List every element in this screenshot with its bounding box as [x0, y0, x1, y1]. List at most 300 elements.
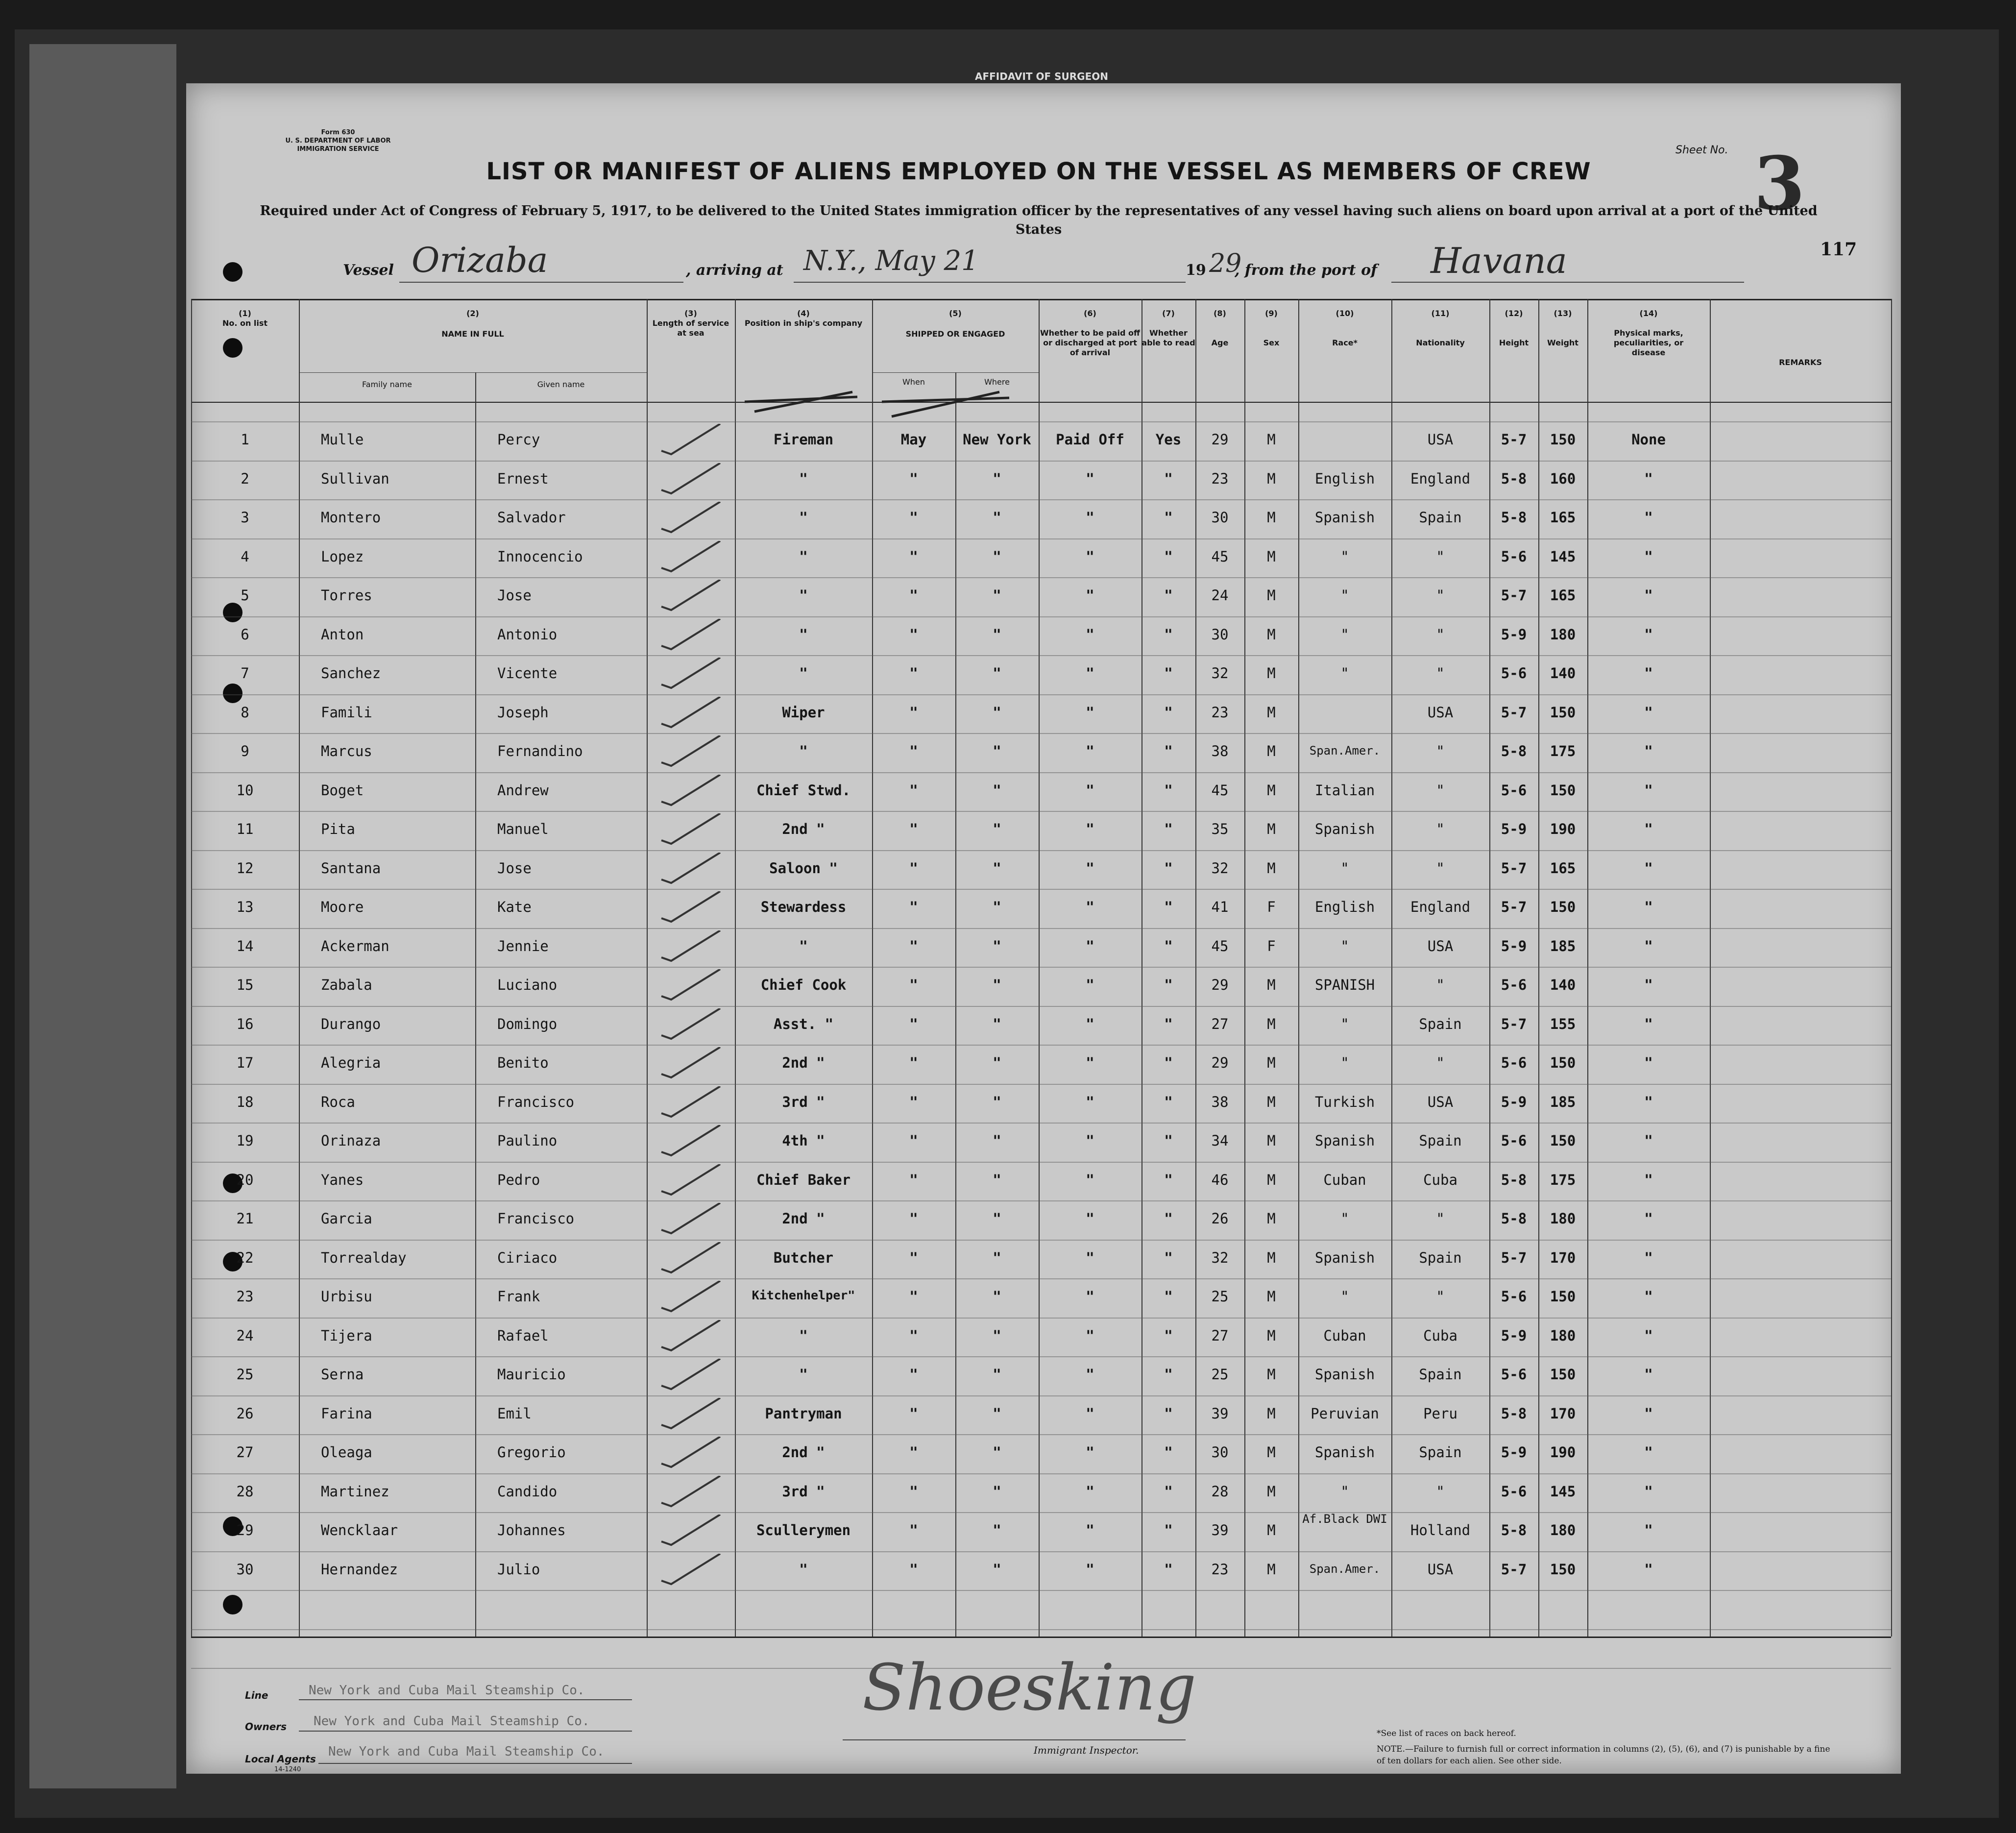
cell-given-name: Andrew — [497, 782, 549, 799]
service-check-mark — [652, 1164, 730, 1198]
cell-race: Peruvian — [1311, 1405, 1379, 1422]
cell-shipped-when: " — [909, 1483, 918, 1500]
cell-given-name: Pedro — [497, 1172, 540, 1188]
row-rule — [191, 1123, 1891, 1124]
cell-given-name: Vicente — [497, 665, 558, 682]
cell-nationality: " — [1436, 1483, 1445, 1500]
service-check-mark — [652, 1047, 730, 1081]
table-row — [191, 1512, 1891, 1546]
cell-sex: M — [1267, 1249, 1276, 1266]
cell-age: 27 — [1211, 1016, 1229, 1032]
cell-given-name: Jose — [497, 587, 532, 604]
page-number: 117 — [1820, 239, 1857, 260]
cell-physical-marks: " — [1644, 1172, 1653, 1188]
cell-paid-off: " — [1086, 1366, 1094, 1383]
cell-given-name: Gregorio — [497, 1444, 566, 1461]
cell-weight: 170 — [1550, 1249, 1576, 1266]
local-agents-value: New York and Cuba Mail Steamship Co. — [328, 1744, 605, 1759]
cell-given-name: Kate — [497, 899, 532, 915]
cell-position: Chief Cook — [760, 977, 847, 993]
cell-sex: M — [1267, 1094, 1276, 1110]
cell-paid-off: " — [1086, 1405, 1094, 1422]
row-rule — [191, 928, 1891, 929]
inspector-signature: Shoesking — [862, 1650, 1196, 1725]
cell-given-name: Benito — [497, 1054, 549, 1071]
cell-weight: 160 — [1550, 470, 1576, 487]
service-check-mark — [652, 1437, 730, 1471]
from-port-underline — [1391, 282, 1744, 283]
cell-shipped-when: " — [909, 1132, 918, 1149]
cell-shipped-when: " — [909, 782, 918, 799]
cell-shipped-when: " — [909, 977, 918, 993]
cell-weight: 150 — [1550, 1561, 1576, 1578]
cell-given-name: Rafael — [497, 1327, 549, 1344]
col-4-number: (4) — [797, 309, 810, 318]
ledger-binding — [29, 44, 176, 1788]
cell-position: Chief Baker — [756, 1172, 851, 1188]
col-5-number: (5) — [949, 309, 962, 318]
row-rule — [191, 1395, 1891, 1396]
cell-paid-off: " — [1086, 470, 1094, 487]
cell-shipped-where: " — [993, 860, 1001, 877]
cell-family-name: Montero — [321, 509, 381, 526]
cell-age: 23 — [1211, 704, 1229, 721]
cell-position: " — [799, 665, 808, 682]
cell-family-name: Durango — [321, 1016, 381, 1032]
table-row — [191, 582, 1891, 611]
cell-shipped-when: " — [909, 1094, 918, 1110]
cell-weight: 150 — [1550, 1366, 1576, 1383]
cell-paid-off: " — [1086, 1210, 1094, 1227]
cell-race: English — [1314, 470, 1375, 487]
arriving-underline — [794, 282, 1186, 283]
col-7-number: (7) — [1162, 309, 1175, 318]
cell-weight: 140 — [1550, 977, 1576, 993]
cell-position: " — [799, 548, 808, 565]
service-check-mark — [652, 1398, 730, 1432]
col-11-label: Nationality — [1416, 338, 1465, 347]
cell-shipped-where: " — [993, 548, 1001, 565]
from-port-value: Havana — [1431, 240, 1567, 281]
table-row — [191, 426, 1891, 456]
cell-given-name: Francisco — [497, 1094, 575, 1110]
owners-underline — [299, 1731, 632, 1732]
cell-age: 25 — [1211, 1366, 1229, 1383]
cell-row-number: 18 — [236, 1094, 254, 1110]
cell-weight: 190 — [1550, 821, 1576, 837]
cell-row-number: 30 — [236, 1561, 254, 1578]
from-port-label: , from the port of — [1235, 262, 1378, 279]
cell-sex: M — [1267, 977, 1276, 993]
cell-weight: 170 — [1550, 1405, 1576, 1422]
cell-age: 30 — [1211, 509, 1229, 526]
cell-shipped-where: " — [993, 1249, 1001, 1266]
cell-weight: 140 — [1550, 665, 1576, 682]
table-row — [191, 1400, 1891, 1430]
cell-able-to-read: " — [1164, 1483, 1173, 1500]
cell-family-name: Sanchez — [321, 665, 381, 682]
cell-able-to-read: " — [1164, 1016, 1173, 1032]
row-rule — [191, 1590, 1891, 1591]
cell-weight: 150 — [1550, 431, 1576, 448]
cell-position: " — [799, 626, 808, 643]
col-14-label: Physical marks, peculiarities, or disease — [1613, 328, 1684, 357]
row-rule — [191, 1162, 1891, 1163]
cell-paid-off: " — [1086, 1327, 1094, 1344]
cell-age: 30 — [1211, 626, 1229, 643]
cell-age: 32 — [1211, 860, 1229, 877]
cell-able-to-read: " — [1164, 938, 1173, 954]
cell-shipped-when: " — [909, 665, 918, 682]
cell-age: 27 — [1211, 1327, 1229, 1344]
cell-paid-off: " — [1086, 548, 1094, 565]
cell-age: 34 — [1211, 1132, 1229, 1149]
cell-shipped-when: May — [900, 431, 927, 448]
cell-row-number: 28 — [236, 1483, 254, 1500]
cell-family-name: Santana — [321, 860, 381, 877]
cell-weight: 165 — [1550, 587, 1576, 604]
cell-nationality: " — [1436, 1054, 1445, 1071]
cell-weight: 175 — [1550, 743, 1576, 759]
cell-row-number: 15 — [236, 977, 254, 993]
cell-shipped-when: " — [909, 1288, 918, 1305]
cell-paid-off: " — [1086, 1054, 1094, 1071]
cell-physical-marks: " — [1644, 860, 1653, 877]
cell-age: 23 — [1211, 470, 1229, 487]
cell-given-name: Candido — [497, 1483, 558, 1500]
cell-position: Pantryman — [765, 1405, 842, 1422]
cell-weight: 165 — [1550, 860, 1576, 877]
table-row — [191, 777, 1891, 807]
cell-family-name: Boget — [321, 782, 364, 799]
table-row — [191, 543, 1891, 573]
service-check-mark — [652, 463, 730, 497]
cell-shipped-where: " — [993, 1094, 1001, 1110]
service-check-mark — [652, 813, 730, 848]
cell-shipped-when: " — [909, 704, 918, 721]
col-10-label: Race* — [1332, 338, 1358, 347]
row-rule — [191, 1318, 1891, 1319]
row-rule — [191, 850, 1891, 851]
fine-note: NOTE.—Failure to furnish full or correct information in columns (2), (5), (6), and (7) is punishable by a fine of ten dollars for each alien. See other side. — [1377, 1744, 1830, 1766]
cell-sex: M — [1267, 1172, 1276, 1188]
cell-sex: M — [1267, 1132, 1276, 1149]
arriving-value: N.Y., May 21 — [803, 245, 979, 277]
cell-given-name: Manuel — [497, 821, 549, 837]
cell-paid-off: " — [1086, 1483, 1094, 1500]
cell-height: 5-7 — [1501, 860, 1527, 877]
cell-row-number: 1 — [241, 431, 249, 448]
sheet-number: 3 — [1754, 141, 1805, 227]
cell-sex: M — [1267, 860, 1276, 877]
cell-nationality: " — [1436, 626, 1445, 643]
agents-underline — [318, 1763, 632, 1764]
cell-given-name: Ciriaco — [497, 1249, 558, 1266]
cell-height: 5-7 — [1501, 704, 1527, 721]
service-check-mark — [652, 853, 730, 887]
cell-position: 3rd " — [782, 1483, 825, 1500]
cell-race: " — [1340, 548, 1349, 565]
line-value: New York and Cuba Mail Steamship Co. — [309, 1683, 585, 1698]
cell-race: " — [1340, 1054, 1349, 1071]
cell-position: 2nd " — [782, 821, 825, 837]
cell-race: Turkish — [1314, 1094, 1375, 1110]
service-check-mark — [652, 1554, 730, 1588]
form-code: 14-1240 — [274, 1766, 301, 1773]
cell-sex: M — [1267, 587, 1276, 604]
cell-height: 5-6 — [1501, 1132, 1527, 1149]
cell-age: 29 — [1211, 431, 1229, 448]
cell-shipped-when: " — [909, 1522, 918, 1539]
cell-able-to-read: " — [1164, 1249, 1173, 1266]
cell-physical-marks: " — [1644, 548, 1653, 565]
row-rule — [191, 1278, 1891, 1279]
cell-row-number: 19 — [236, 1132, 254, 1149]
cell-able-to-read: " — [1164, 626, 1173, 643]
table-row — [191, 465, 1891, 495]
line-underline — [299, 1699, 632, 1700]
cell-weight: 155 — [1550, 1016, 1576, 1032]
cell-race: SPANISH — [1314, 977, 1375, 993]
cell-given-name: Jennie — [497, 938, 549, 954]
col-9-label: Sex — [1263, 338, 1280, 347]
cell-family-name: Lopez — [321, 548, 364, 565]
cell-nationality: Cuba — [1423, 1327, 1457, 1344]
cell-height: 5-8 — [1501, 1522, 1527, 1539]
cell-able-to-read: " — [1164, 665, 1173, 682]
cell-given-name: Julio — [497, 1561, 540, 1578]
col-4-label: Position in ship's company — [744, 318, 863, 328]
cell-able-to-read: " — [1164, 782, 1173, 799]
cell-nationality: Cuba — [1423, 1172, 1457, 1188]
cell-paid-off: " — [1086, 1016, 1094, 1032]
cell-nationality: Spain — [1419, 1249, 1462, 1266]
strike-marks — [735, 382, 1039, 421]
cell-row-number: 14 — [236, 938, 254, 954]
cell-physical-marks: " — [1644, 1366, 1653, 1383]
service-check-mark — [652, 1320, 730, 1354]
cell-height: 5-9 — [1501, 1094, 1527, 1110]
cell-shipped-where: " — [993, 743, 1001, 759]
cell-able-to-read: " — [1164, 1132, 1173, 1149]
cell-race: " — [1340, 860, 1349, 877]
cell-able-to-read: " — [1164, 1561, 1173, 1578]
cell-height: 5-8 — [1501, 1210, 1527, 1227]
cell-physical-marks: " — [1644, 743, 1653, 759]
cell-shipped-where: " — [993, 1132, 1001, 1149]
row-rule — [191, 811, 1891, 812]
cell-able-to-read: " — [1164, 1172, 1173, 1188]
cell-position: 2nd " — [782, 1444, 825, 1461]
cell-height: 5-6 — [1501, 1054, 1527, 1071]
cell-position: " — [799, 1327, 808, 1344]
cell-physical-marks: None — [1631, 431, 1666, 448]
cell-height: 5-9 — [1501, 821, 1527, 837]
cell-race: Span.Amer. — [1309, 1562, 1381, 1576]
cell-given-name: Percy — [497, 431, 540, 448]
cell-physical-marks: " — [1644, 1288, 1653, 1305]
cell-row-number: 3 — [241, 509, 249, 526]
cell-nationality: Spain — [1419, 509, 1462, 526]
row-rule — [191, 733, 1891, 734]
cell-age: 45 — [1211, 938, 1229, 954]
cell-nationality: " — [1436, 743, 1445, 759]
cell-physical-marks: " — [1644, 1132, 1653, 1149]
cell-sex: M — [1267, 665, 1276, 682]
cell-sex: M — [1267, 548, 1276, 565]
cell-given-name: Joseph — [497, 704, 549, 721]
cell-position: Fireman — [773, 431, 834, 448]
arriving-label: , arriving at — [686, 262, 783, 279]
cell-age: 23 — [1211, 1561, 1229, 1578]
cell-paid-off: " — [1086, 1288, 1094, 1305]
table-row — [191, 1283, 1891, 1313]
row-rule — [191, 1629, 1891, 1630]
cell-race: Cuban — [1323, 1327, 1366, 1344]
cell-given-name: Johannes — [497, 1522, 566, 1539]
inspector-label: Immigrant Inspector. — [1034, 1744, 1139, 1756]
cell-shipped-where: " — [993, 1561, 1001, 1578]
cell-family-name: Mulle — [321, 431, 364, 448]
col-2-label: NAME IN FULL — [441, 329, 504, 339]
service-check-mark — [652, 541, 730, 575]
service-check-mark — [652, 1281, 730, 1315]
service-check-mark — [652, 1476, 730, 1510]
col-12-label: Height — [1499, 338, 1529, 347]
cell-position: 2nd " — [782, 1210, 825, 1227]
row-rule — [191, 1434, 1891, 1435]
cell-row-number: 27 — [236, 1444, 254, 1461]
cell-nationality: " — [1436, 1288, 1445, 1305]
table-row — [191, 1089, 1891, 1118]
cell-nationality: " — [1436, 821, 1445, 837]
cell-physical-marks: " — [1644, 1249, 1653, 1266]
col-7-label: Whether able to read — [1142, 328, 1195, 347]
cell-physical-marks: " — [1644, 704, 1653, 721]
cell-shipped-where: " — [993, 1054, 1001, 1071]
cell-row-number: 23 — [236, 1288, 254, 1305]
cell-height: 5-6 — [1501, 1483, 1527, 1500]
cell-row-number: 13 — [236, 899, 254, 915]
cell-age: 41 — [1211, 899, 1229, 915]
cell-sex: M — [1267, 626, 1276, 643]
row-rule — [191, 577, 1891, 578]
cell-sex: M — [1267, 509, 1276, 526]
cell-nationality: USA — [1427, 1561, 1454, 1578]
cell-able-to-read: " — [1164, 1288, 1173, 1305]
cell-race: " — [1340, 1483, 1349, 1500]
vessel-underline — [399, 282, 683, 283]
cell-paid-off: " — [1086, 1172, 1094, 1188]
cell-shipped-where: " — [993, 665, 1001, 682]
cell-position: Stewardess — [760, 899, 847, 915]
cell-weight: 145 — [1550, 1483, 1576, 1500]
cell-given-name: Emil — [497, 1405, 532, 1422]
service-check-mark — [652, 930, 730, 965]
cell-able-to-read: Yes — [1155, 431, 1182, 448]
cell-position: 3rd " — [782, 1094, 825, 1110]
cell-weight: 185 — [1550, 938, 1576, 954]
cell-height: 5-8 — [1501, 470, 1527, 487]
cell-family-name: Torres — [321, 587, 372, 604]
cell-physical-marks: " — [1644, 1561, 1653, 1578]
cell-given-name: Antonio — [497, 626, 558, 643]
owners-label: Owners — [245, 1721, 287, 1733]
cell-row-number: 16 — [236, 1016, 254, 1032]
cell-family-name: Moore — [321, 899, 364, 915]
cell-physical-marks: " — [1644, 899, 1653, 915]
cell-age: 45 — [1211, 548, 1229, 565]
cell-shipped-when: " — [909, 1561, 918, 1578]
cell-shipped-where: " — [993, 1444, 1001, 1461]
cell-age: 24 — [1211, 587, 1229, 604]
cell-weight: 180 — [1550, 1522, 1576, 1539]
cell-weight: 190 — [1550, 1444, 1576, 1461]
row-rule — [191, 1356, 1891, 1357]
cell-age: 38 — [1211, 743, 1229, 759]
cell-shipped-when: " — [909, 1444, 918, 1461]
row-rule — [191, 1084, 1891, 1085]
cell-able-to-read: " — [1164, 860, 1173, 877]
cell-given-name: Innocencio — [497, 548, 583, 565]
cell-family-name: Anton — [321, 626, 364, 643]
row-rule — [191, 967, 1891, 968]
col-12-number: (12) — [1505, 309, 1523, 318]
cell-row-number: 17 — [236, 1054, 254, 1071]
cell-race: " — [1340, 938, 1349, 954]
table-row — [191, 738, 1891, 767]
cell-weight: 150 — [1550, 1132, 1576, 1149]
table-row — [191, 1050, 1891, 1079]
col-8-number: (8) — [1214, 309, 1226, 318]
cell-physical-marks: " — [1644, 821, 1653, 837]
service-check-mark — [652, 697, 730, 731]
col-3-number: (3) — [684, 309, 697, 318]
service-check-mark — [652, 735, 730, 770]
cell-height: 5-8 — [1501, 743, 1527, 759]
col-9-number: (9) — [1265, 309, 1278, 318]
cell-height: 5-6 — [1501, 665, 1527, 682]
cell-weight: 165 — [1550, 509, 1576, 526]
cell-paid-off: " — [1086, 782, 1094, 799]
col-5-label: SHIPPED OR ENGAGED — [905, 329, 1005, 339]
cell-shipped-when: " — [909, 743, 918, 759]
cell-paid-off: Paid Off — [1056, 431, 1124, 448]
table-row — [191, 621, 1891, 651]
cell-family-name: Urbisu — [321, 1288, 372, 1305]
cell-able-to-read: " — [1164, 470, 1173, 487]
cell-height: 5-7 — [1501, 587, 1527, 604]
cell-row-number: 10 — [236, 782, 254, 799]
cell-height: 5-9 — [1501, 1444, 1527, 1461]
cell-shipped-where: " — [993, 1366, 1001, 1383]
table-row — [191, 1245, 1891, 1274]
cell-given-name: Francisco — [497, 1210, 575, 1227]
cell-age: 25 — [1211, 1288, 1229, 1305]
cell-race: Spanish — [1314, 1132, 1375, 1149]
cell-physical-marks: " — [1644, 470, 1653, 487]
cell-physical-marks: " — [1644, 626, 1653, 643]
cell-given-name: Jose — [497, 860, 532, 877]
cell-nationality: USA — [1427, 1094, 1454, 1110]
cell-race: Spanish — [1314, 1249, 1375, 1266]
cell-physical-marks: " — [1644, 1016, 1653, 1032]
cell-physical-marks: " — [1644, 1327, 1653, 1344]
row-rule — [191, 499, 1891, 500]
cell-row-number: 24 — [236, 1327, 254, 1344]
cell-family-name: Marcus — [321, 743, 372, 759]
name-subheader-rule — [299, 372, 647, 373]
